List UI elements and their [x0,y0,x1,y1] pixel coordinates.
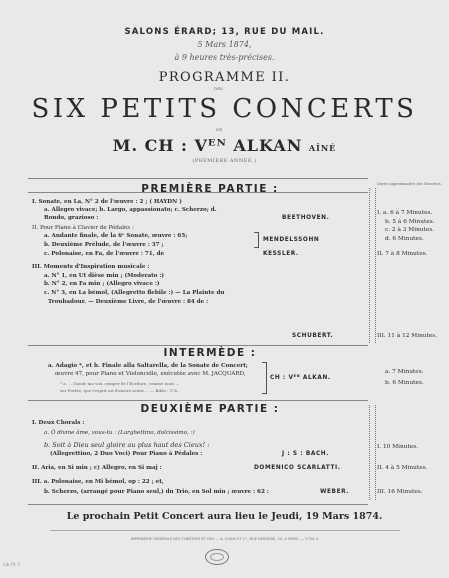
composer-weber: WEBER. [320,489,350,495]
part1-line-5: a. Andante finale, de la 6ᵉ Sonate, œuvre : 65; [44,233,188,239]
duration-int-b: b. 6 Minutes. [385,380,424,386]
composer-mendelssohn: MENDELSSOHN [263,237,320,243]
part1-line-4: II. Pour Piano à Clavier de Pédales : [32,225,134,231]
part1-line-12: Troubadour. — Deuxième Livre, de l'œuvre : 84 de : [48,299,209,305]
duration-3: III. 11 à 12 Minutes. [377,333,438,339]
part1-line-1: I. Sonate, en La, N° 2 de l'œuvre : 2 ; ( HAYDN ) [32,199,182,205]
part1-line-6: b. Deuxième Prélude, de l'œuvre : 37 ; [44,242,164,248]
performer-name [0,136,449,155]
composer-scarlatti: DOMENICO SCARLATTI. [254,465,341,471]
duration-1d: d. 6 Minutes. [385,236,424,242]
library-stamp [205,549,229,565]
composer-kessler: KESSLER. [263,251,299,257]
composer-beethoven: BEETHOVEN. [282,215,330,221]
divider-top [28,178,368,179]
part2-line-4: (Allegrettino, 2 Duo Voci) Pour Piano à Pédales : [50,451,203,457]
duration-1b: b. 5 à 6 Minutes. [385,219,435,225]
part1-line-7: c. Polonaise, en Fa, de l'œuvre : 71, de [44,251,165,257]
part2-line-7: b. Scherzo, (arrangé pour Piano seul,) du Trio, en Sol min ; œuvre : 62 : [44,489,269,495]
performer-suffix: AÎNÉ [308,143,337,153]
part1-line-3: Rondo, grazioso : [44,215,99,221]
intermede-note-1: * a. ... Gaude ma vox, semper de l'Ecriture, comme nous ... [60,381,180,386]
duration-1c: c. 2 à 3 Minutes. [385,227,435,233]
composer-bach: J : S : BACH. [282,451,330,457]
divider-footer [28,504,368,505]
handwritten-date: 5 Mars 1874, [197,40,252,49]
part1-heading: PREMIÈRE PARTIE : [141,183,279,195]
instrument-note: (PREMIÈRE ANNÉE.) [192,158,257,164]
part2-heading: DEUXIÈME PARTIE : [140,403,280,415]
part1-line-10: b. N° 2, en Fa min ; (Allegro vivace :) [44,281,160,287]
duration-p2-1: I. 10 Minutes. [377,444,419,450]
divider-intermede [28,345,368,346]
part1-line-11: c. N° 3, en La bémol, (Allegretto flebile :) — La Plainte du [44,290,225,296]
next-concert-notice: Le prochain Petit Concert aura lieu le Jeudi, 19 Mars 1874. [66,511,383,522]
divider-part2 [28,400,368,401]
decorative-chain-1 [369,188,376,343]
performer-main: M. CH : Vᴱᴺ ALKAN [112,136,303,155]
part1-line-2: a. Allegro vivace; b. Largo, appassionato; c. Scherzo; d. [44,207,217,213]
intermede-line-1: a. Adagio *, et b. Finale alla Saltarella, de la Sonate de Concert; [48,363,248,369]
brace-alkan [262,362,267,394]
intermede-heading: INTERMÈDE : [163,347,257,359]
programme-number: PROGRAMME II. [158,70,291,85]
concert-time: à 9 heures très-précises. [174,53,275,62]
divider-imprint [50,530,400,531]
intermede-line-2: œuvre 47, pour Piano et Violoncelle, exécutée avec M. JACQUARD, [55,371,246,377]
duration-int-a: a. 7 Minutes. [385,369,424,375]
duration-p2-3: III. 16 Minutes. [377,489,423,495]
decorative-chain-2 [369,405,376,500]
composer-alkan: CH : Vᴱᴺ ALKAN. [270,375,331,381]
shelf-mark: Lib Pt 3 [3,563,20,568]
duration-1a: I. a. 6 à 7 Minutes. [377,210,433,216]
brace-mendelssohn [254,232,259,248]
composer-schubert: SCHUBERT. [292,333,334,339]
main-title: SIX PETITS CONCERTS [31,94,418,124]
part2-line-2: a. Ô divine âme, vous-tu : (Larghettino, dolcissimo, :) [44,430,195,436]
duration-p2-2: II. 4 à 5 Minutes. [377,465,428,471]
part2-line-1: I. Deux Chorals : [32,420,85,426]
intermede-note-2: sur Portée, que t'esprit ait d'amers sentir ... — Bible : T. b. [60,388,179,393]
printer-imprint: IMPRIMERIE GÉNÉRALE DES THÉÂTRES ET DES ... A. CHAIX ET Cⁱᵉ, RUE BERGÈRE, 20, A PARIS. — 2726-3. [130,537,320,541]
durations-header: Durée approximative des Numéros. [377,182,442,186]
part1-line-9: a. N° 1, en Ut dièse min ; (Moderato :) [44,273,165,279]
part1-line-8: III. Moments d'Inspiration musicale : [32,264,150,270]
du-word: DES [214,86,223,91]
duration-2: II. 7 à 8 Minutes. [377,251,428,257]
part2-line-3: b. Soit à Dieu seul gloire au plus haut des Cieux! : [44,441,210,449]
part2-line-6: III. a. Polonaise, en Mi bémol, op : 22 ; et, [32,479,164,485]
venue-line: SALONS ÉRARD; 13, RUE DU MAIL. [124,27,325,37]
part2-line-5: II. Aria, en Si min ; c) Allegro, en Si maj : [32,465,162,471]
de-word: DE [216,127,223,132]
